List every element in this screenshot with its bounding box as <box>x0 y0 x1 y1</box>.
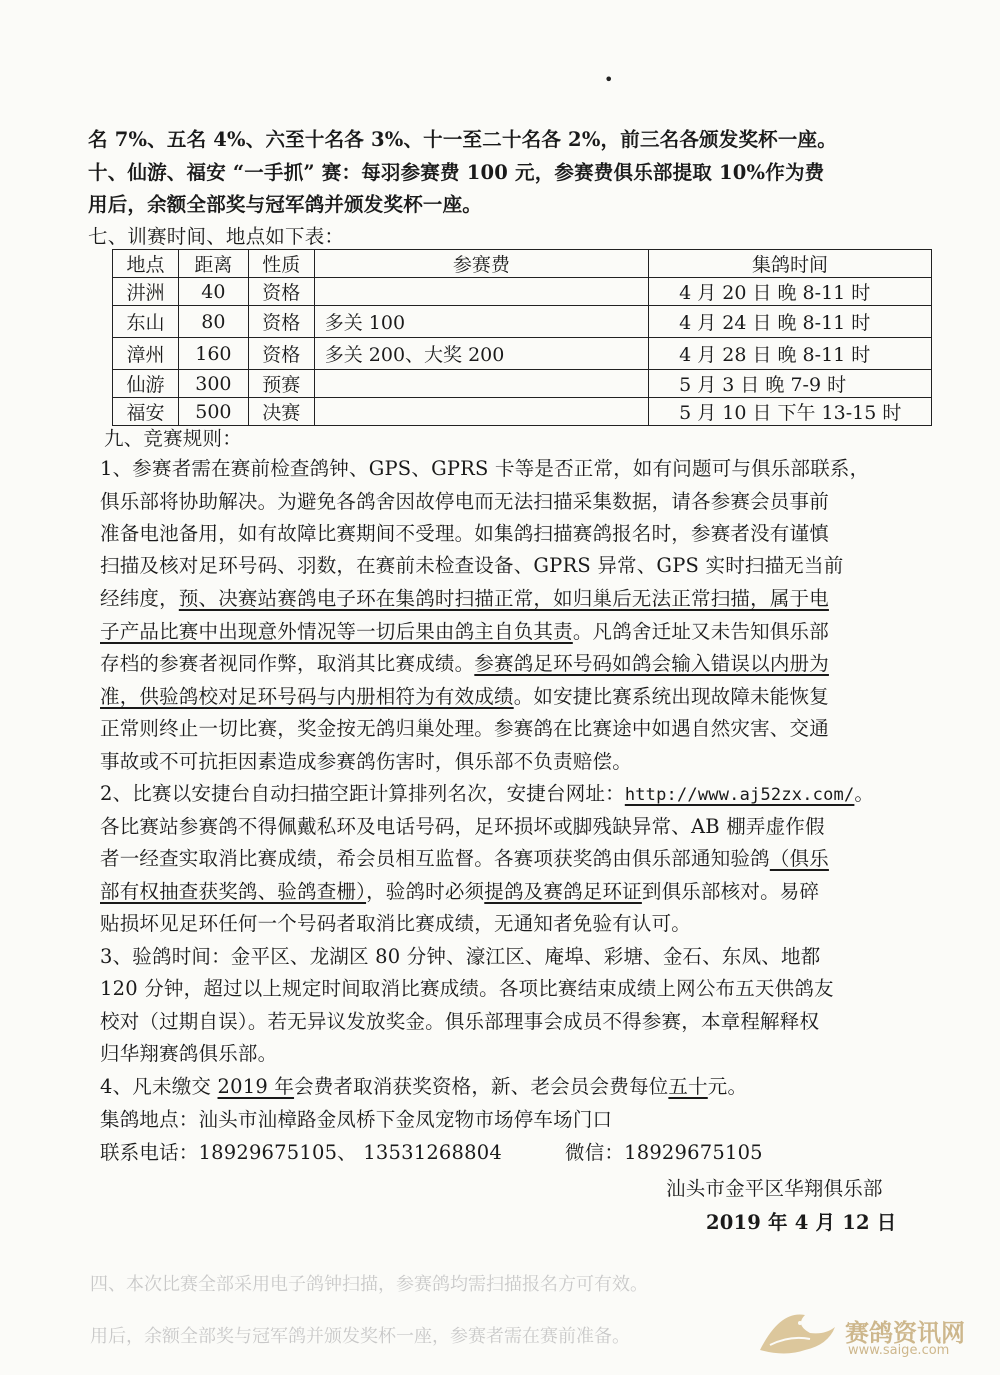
cell-type: 决赛 <box>248 398 314 426</box>
cell-time: 4 月 28 日 晚 8-11 时 <box>649 338 932 370</box>
contact-wechat <box>565 1137 763 1165</box>
cell-place: 汫洲 <box>113 278 179 306</box>
rule4-line <box>100 1071 747 1099</box>
rule2-line <box>100 876 819 904</box>
table-row <box>113 306 932 338</box>
rule1-text: 。凡鸽舍迁址又未告知俱乐部 <box>572 620 829 643</box>
table-row <box>113 278 932 306</box>
rule1-underlined: 准，供验鸽校对足环号码与内册相符为有效成绩 <box>100 685 514 708</box>
rule1-underlined: 参赛鸽足环号码如鸽会输入错误以内册为 <box>474 652 829 675</box>
table-row <box>113 398 932 426</box>
phone-label: 联系电话： <box>100 1141 199 1164</box>
cell-distance: 80 <box>178 306 248 338</box>
cell-type: 资格 <box>248 338 314 370</box>
rule3-line: 120 分钟，超过以上规定时间取消比赛成绩。各项比赛结束成绩上网公布五天供鸽友 <box>100 977 834 1000</box>
bleed-through-text: 用后，余额全部奖与冠军鸽并颁发奖杯一座，参赛者需在赛前准备。 <box>90 1326 630 1347</box>
cell-time: 4 月 24 日 晚 8-11 时 <box>649 306 932 338</box>
intro-line-2: 十、仙游、福安 “一手抓” 赛：每羽参赛费 100 元，参赛费俱乐部提取 10%作为费 <box>88 161 825 184</box>
schedule-header-row <box>113 250 932 278</box>
rule2-underlined: （俱乐 <box>769 847 829 870</box>
cell-fee: 多关 200、大奖 200 <box>314 338 648 370</box>
rule4-underlined: 五十 <box>668 1075 708 1098</box>
cell-place: 东山 <box>113 306 179 338</box>
rule4-text: 元。 <box>707 1075 748 1098</box>
rule1-underlined: 子产品比赛中出现意外情况等一切后果由鸽主自负其责 <box>100 620 573 643</box>
signature-date: 2019 年 4 月 12 日 <box>706 1211 897 1234</box>
wechat-label: 微信： <box>565 1141 625 1164</box>
rule1-line: 1、参赛者需在赛前检查鸽钟、GPS、GPRS 卡等是否正常，如有问题可与俱乐部联系， <box>100 457 870 480</box>
rule1-line: 准备电池备用，如有故障比赛期间不受理。如集鸽扫描赛鸽报名时，参赛者没有谨慎 <box>100 522 829 545</box>
rule1-line <box>100 616 829 644</box>
gather-label: 集鸽地点： <box>100 1108 199 1131</box>
cell-distance: 160 <box>178 338 248 370</box>
cell-time: 4 月 20 日 晚 8-11 时 <box>649 278 932 306</box>
rule4-underlined: 2019 年 <box>217 1075 295 1098</box>
rule3-line: 3、验鸽时间：金平区、龙湖区 80 分钟、濠江区、庵埠、彩塘、金石、东凤、地都 <box>100 945 821 968</box>
rule2-underlined: 提鸽及赛鸽足环证 <box>484 880 642 903</box>
website-link[interactable]: http://www.aj52zx.com/ <box>624 785 855 805</box>
cell-place: 仙游 <box>113 370 179 398</box>
rule2-text: ，验鸽时必须 <box>366 880 485 903</box>
section-seven-heading: 七、训赛时间、地点如下表： <box>88 225 345 248</box>
contact-phone <box>100 1137 502 1165</box>
rule2-line: 贴损坏见足环任何一个号码者取消比赛成绩，无通知者免验有认可。 <box>100 912 692 935</box>
rule4-text: 会费者取消获奖资格，新、老会员会费每位 <box>294 1075 669 1098</box>
rule2-underlined: 部有权抽查获奖鸽、验鸽查栅） <box>100 880 367 903</box>
cell-fee <box>314 278 648 306</box>
cell-fee <box>314 370 648 398</box>
schedule-table <box>112 249 932 426</box>
rule1-line: 俱乐部将协助解决。为避免各鸽舍因故停电而无法扫描采集数据，请各参赛会员事前 <box>100 490 829 513</box>
cell-distance: 300 <box>178 370 248 398</box>
cell-distance: 500 <box>178 398 248 426</box>
rule2-text: 者一经查实取消比赛成绩，希会员相互监督。各赛项获奖鸽由俱乐部通知验鸽 <box>100 847 770 870</box>
cell-type: 资格 <box>248 278 314 306</box>
cell-place: 漳州 <box>113 338 179 370</box>
table-row <box>113 370 932 398</box>
section-nine-heading: 九、竞赛规则： <box>104 427 242 450</box>
cell-type: 预赛 <box>248 370 314 398</box>
gather-value: 汕头市汕樟路金凤桥下金凤宠物市场停车场门口 <box>198 1108 613 1131</box>
cell-type: 资格 <box>248 306 314 338</box>
rule2-line: 各比赛站参赛鸽不得佩戴私环及电话号码，足环损坏或脚残缺异常、AB 棚弄虚作假 <box>100 815 825 838</box>
rule2-line <box>100 778 874 806</box>
table-row <box>113 338 932 370</box>
intro-line-1: 名 7%、五名 4%、六至十名各 3%、十一至二十名各 2%，前三名各颁发奖杯一座。 <box>88 128 837 151</box>
site-watermark <box>750 1305 980 1365</box>
phone-value: 18929675105、 13531268804 <box>198 1141 502 1164</box>
rule1-text: 。如安捷比赛系统出现故障未能恢复 <box>513 685 829 708</box>
rule2-line <box>100 843 829 871</box>
pigeon-logo-icon <box>750 1305 840 1365</box>
rule1-line: 正常则终止一切比赛，奖金按无鸽归巢处理。参赛鸽在比赛途中如遇自然灾害、交通 <box>100 717 829 740</box>
cell-place: 福安 <box>113 398 179 426</box>
cell-time: 5 月 10 日 下午 13-15 时 <box>649 398 932 426</box>
intro-line-3: 用后，余额全部奖与冠军鸽并颁发奖杯一座。 <box>88 193 483 216</box>
rule2-text: 到俱乐部核对。易碎 <box>641 880 820 903</box>
cell-fee: 多关 100 <box>314 306 648 338</box>
rule1-line <box>100 583 829 611</box>
col-header-distance: 距离 <box>178 250 248 278</box>
gathering-location <box>100 1104 612 1132</box>
col-header-fee: 参赛费 <box>314 250 648 278</box>
rule3-line: 归华翔赛鸽俱乐部。 <box>100 1042 278 1065</box>
bleed-through-text: 四、本次比赛全部采用电子鸽钟扫描，参赛鸽均需扫描报名方可有效。 <box>90 1274 648 1295</box>
cell-time: 5 月 3 日 晚 7-9 时 <box>649 370 932 398</box>
scan-mark: • <box>604 70 614 89</box>
col-header-place: 地点 <box>113 250 179 278</box>
cell-distance: 40 <box>178 278 248 306</box>
rule3-line: 校对（过期自误）。若无异议发放奖金。俱乐部理事会成员不得参赛，本章程解释权 <box>100 1010 820 1033</box>
signature-org: 汕头市金平区华翔俱乐部 <box>666 1177 883 1200</box>
rule1-text: 存档的参赛者视同作弊，取消其比赛成绩。 <box>100 652 475 675</box>
watermark-url: www.saige.com <box>848 1343 950 1358</box>
wechat-value: 18929675105 <box>624 1141 763 1164</box>
rule2-text: 2、比赛以安捷台自动扫描空距计算排列名次，安捷台网址： <box>100 782 625 805</box>
rule1-line <box>100 648 829 676</box>
cell-fee <box>314 398 648 426</box>
rule1-line: 事故或不可抗拒因素造成参赛鸽伤害时，俱乐部不负责赔偿。 <box>100 750 632 773</box>
rule1-line: 扫描及核对足环号码、羽数，在赛前未检查设备、GPRS 异常、GPS 实时扫描无当前 <box>100 554 844 577</box>
col-header-type: 性质 <box>248 250 314 278</box>
rule1-text: 经纬度， <box>100 587 179 610</box>
watermark-name: 赛鸽资讯网 <box>845 1319 965 1347</box>
rule2-text: 。 <box>854 782 875 805</box>
rule4-text: 4、凡未缴交 <box>100 1075 218 1098</box>
rule1-underlined: 预、决赛站赛鸽电子环在集鸽时扫描正常，如归巢后无法正常扫描，属于电 <box>178 587 829 610</box>
col-header-time: 集鸽时间 <box>649 250 932 278</box>
rule1-line <box>100 681 829 709</box>
